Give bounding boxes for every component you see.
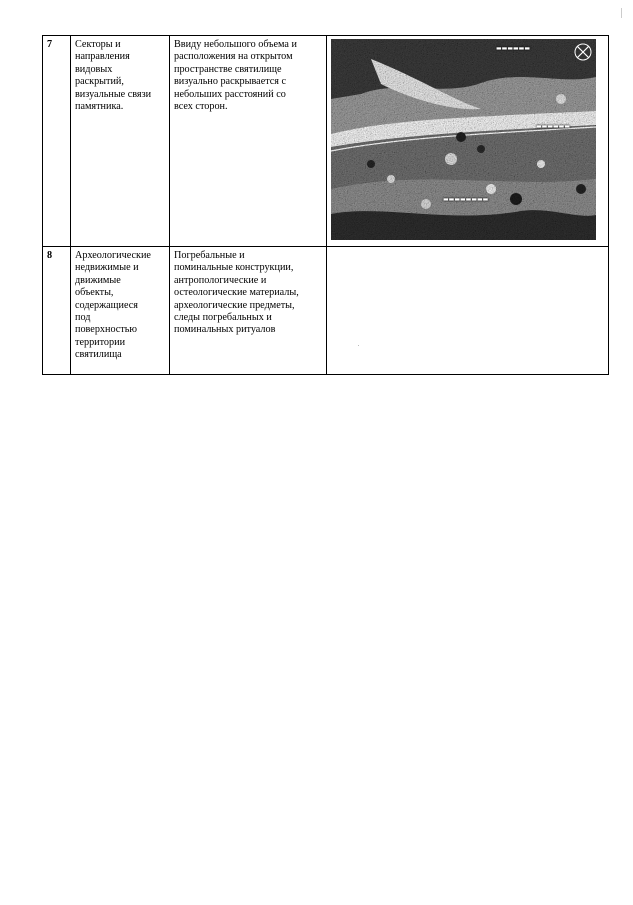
row-media-cell [327, 36, 609, 247]
north-arrow-icon [574, 43, 592, 61]
aerial-photo [331, 39, 596, 240]
table-row [43, 247, 609, 375]
row-description-cell: Ввиду небольшого объема и расположения на открытом пространстве святилище визуально раскрывается с небольших расстояний со всех сторон. [170, 36, 327, 247]
row-name-cell: Секторы и направления видовых раскрытий, визуальные связи памятника. [71, 36, 170, 247]
photo-label-blur: ▬▬▬▬▬▬▬▬ [443, 196, 489, 203]
row-media-cell-empty [327, 247, 609, 375]
row-number-cell: 7 [43, 36, 71, 247]
scan-artifact [358, 345, 359, 346]
row-number-cell: 8 [43, 247, 71, 375]
row-name-cell: Археологические недвижимые и движимые объекты, содержащиеся под поверхностью территории святилища [71, 247, 170, 375]
row-description-cell: Погребальные и поминальные конструкции, антропологические и остеологические материалы, археологические предметы, следы погребальных и поминальных ритуалов [170, 247, 327, 375]
photo-label-blur: ▬▬▬▬▬▬ [536, 123, 571, 130]
aerial-photo-image [331, 39, 596, 240]
photo-label-blur: ▬▬▬▬▬▬ [496, 45, 531, 52]
monument-characteristics-table [42, 35, 609, 375]
table-row [43, 36, 609, 247]
scan-artifact [621, 8, 622, 18]
